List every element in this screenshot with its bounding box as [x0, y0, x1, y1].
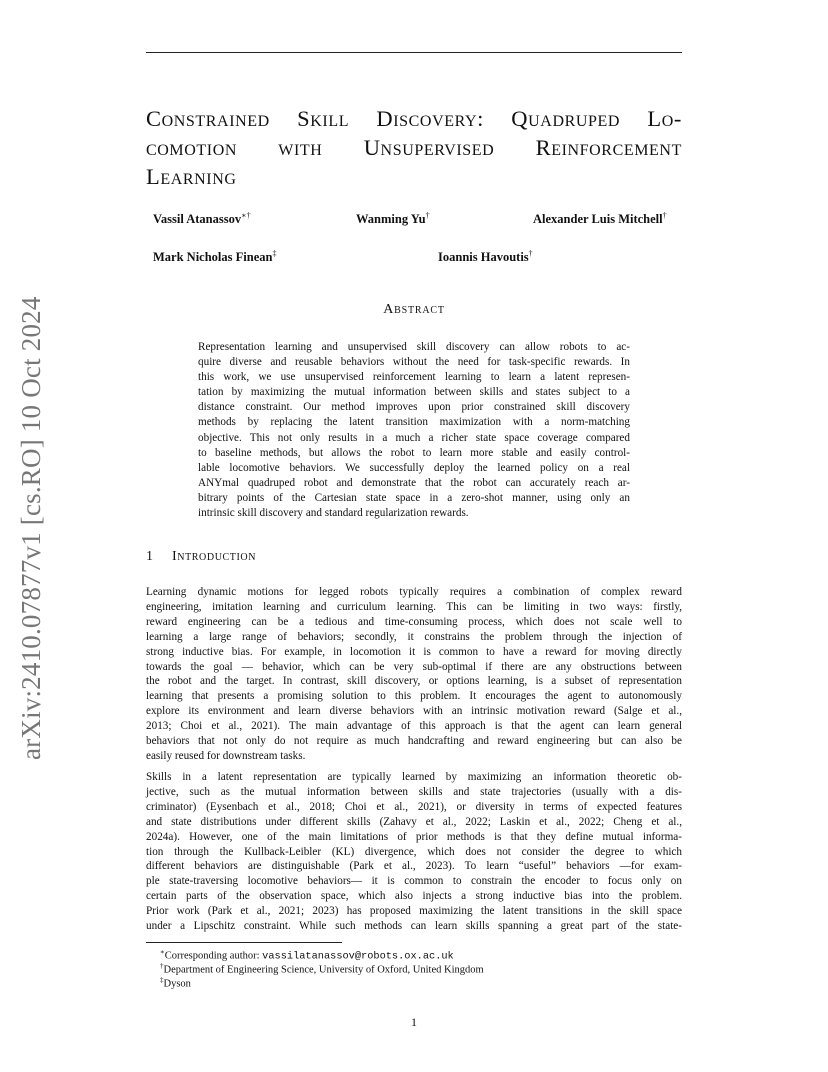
- body-line: the robot and the target. In contrast, skill discovery, or options learning, is a subset of representation: [146, 675, 682, 688]
- body-line: engineering, imitation learning and curriculum learning. This can be limiting in two ways: firstly,: [146, 600, 682, 613]
- title-word: Learning: [146, 164, 237, 189]
- abstract-line: methods by replacing the latent transition maximization with a norm-matching: [198, 416, 630, 429]
- title-word: with: [278, 135, 323, 160]
- footnote-email: vassilatanassov@robots.ox.ac.uk: [262, 950, 454, 963]
- body-line: strong inductive bias. For example, in locomotion it is common to have a reward for moving directly: [146, 645, 682, 658]
- body-line: and state distributions under different skills (Zahavy et al., 2022; Laskin et al., 2022; Cheng et al.,: [146, 815, 682, 828]
- body-line: Skills in a latent representation are typically learned by maximizing an information theoretic ob-: [146, 771, 682, 783]
- arxiv-stamp: arXiv:2410.07877v1 [cs.RO] 10 Oct 2024: [16, 296, 46, 760]
- author-name: Ioannis Havoutis: [438, 250, 529, 265]
- body-line: Learning dynamic motions for legged robots typically requires a combination of complex reward: [146, 586, 682, 598]
- author-mark: †: [662, 211, 667, 220]
- title-word: Skill: [297, 106, 350, 131]
- page-number: 1: [411, 1015, 417, 1029]
- author: [153, 211, 251, 227]
- abstract-line: quire diverse and reusable behaviors without the need for task-specific rewards. In: [198, 356, 630, 369]
- title-word: Quadruped: [511, 106, 621, 131]
- abstract-line: lable locomotive behaviors. We successfully deploy the learned policy on a real: [198, 461, 630, 474]
- author: [533, 211, 667, 227]
- body-line: easily reused for downstream tasks.: [146, 749, 306, 762]
- body-line: 2013; Choi et al., 2021). The main advantage of this approach is that the agent can learn general: [146, 720, 682, 733]
- abstract-heading: Abstract: [383, 302, 445, 317]
- body-line: under a Lipschitz constraint. While such methods can learn skills spanning a great part of the state-: [146, 920, 682, 933]
- footnote-text: Corresponding author:: [164, 950, 263, 962]
- title-word: Discovery:: [376, 106, 484, 131]
- footnote-mark: †: [160, 962, 164, 970]
- author-name: Alexander Luis Mitchell: [533, 212, 663, 227]
- abstract-line: intrinsic skill discovery and standard regularization rewards.: [198, 507, 469, 520]
- footnote-text: Dyson: [163, 978, 191, 990]
- footnote: [160, 976, 191, 990]
- intro-paragraph-1: [146, 585, 682, 764]
- abstract-line: Representation learning and unsupervised skill discovery can allow robots to ac-: [198, 341, 630, 353]
- footnote-mark: ‡: [160, 976, 164, 984]
- title-word: Constrained: [146, 106, 270, 131]
- section-number: 1: [146, 549, 154, 564]
- footnote-mark: ∗: [160, 948, 165, 956]
- intro-paragraph-2: [146, 770, 682, 934]
- title-word: comotion: [146, 135, 238, 160]
- body-line: 2024a). However, one of the main limitations of prior methods is that they define mutual informa-: [146, 830, 682, 843]
- title-word: Unsupervised: [363, 135, 495, 160]
- body-line: towards the goal — behavior, which can be very sub-optimal if there are any obstructions between: [146, 660, 682, 673]
- title-word: Reinforcement: [535, 135, 682, 160]
- abstract-line: to baseline methods, but allows the robot to learn more stable and easily control-: [198, 446, 630, 459]
- title-line-1: [146, 104, 682, 133]
- body-line: learning a large range of behaviors; secondly, it constrains the problem through the injection of: [146, 630, 682, 643]
- abstract-line: ANYmal quadruped robot and demonstrate that the robot can accurately reach ar-: [198, 476, 630, 489]
- author-mark: †: [528, 249, 533, 258]
- footnote: [160, 962, 484, 976]
- body-line: learning that presents a promising solution to this problem. It encourages the agent to autonomously: [146, 690, 682, 703]
- abstract-text: [198, 340, 630, 521]
- author: [356, 211, 430, 227]
- author-mark: ∗†: [241, 211, 251, 220]
- body-line: criminator) (Eysenbach et al., 2018; Choi et al., 2021), or diversity in terms of expected features: [146, 800, 682, 813]
- body-line: certain parts of the observation space, which also injects a strong inductive bias into the problem.: [146, 890, 682, 903]
- abstract-line: distance constraint. Our method improves upon prior constrained skill discovery: [198, 401, 630, 414]
- body-line: ple state-traversing locomotive behaviors— it is common to constrain the encoder to focus only on: [146, 875, 682, 888]
- author: [153, 249, 276, 265]
- section-heading: [146, 549, 256, 565]
- abstract-line: tation by maximizing the mutual information between skills and states subject to a: [198, 386, 630, 399]
- body-line: Prior work (Park et al., 2021; 2023) has proposed maximizing the latent transitions in the skill space: [146, 905, 682, 918]
- body-line: jective, such as the mutual information between skills and state trajectories (usually with a dis-: [146, 785, 682, 798]
- abstract-line: bitrary points of the Cartesian state space in a zero-shot manner, using only an: [198, 491, 630, 504]
- author-name: Vassil Atanassov: [153, 212, 242, 227]
- abstract-line: this work, we use unsupervised reinforcement learning to learn a latent represen-: [198, 371, 630, 384]
- footnote-text: Department of Engineering Science, University of Oxford, United Kingdom: [163, 964, 484, 976]
- body-line: behaviors that not only do not require as much handcrafting and reward engineering but can also be: [146, 735, 682, 748]
- abstract-line: objective. This not only results in a much a richer state space coverage compared: [198, 431, 630, 444]
- footnote-rule: [146, 942, 342, 943]
- author-name: Wanming Yu: [356, 212, 426, 227]
- author: [438, 249, 533, 265]
- paper-title: [146, 104, 682, 191]
- title-line-3: [146, 162, 682, 191]
- top-rule: [146, 52, 682, 53]
- author-mark: †: [425, 211, 430, 220]
- body-line: reward engineering can be a tedious and time-consuming process, which does not scale well to: [146, 615, 682, 628]
- author-name: Mark Nicholas Finean: [153, 250, 273, 265]
- title-line-2: [146, 133, 682, 162]
- body-line: different behaviors are distinguishable (Park et al., 2023). To learn “useful” behaviors —for exam-: [146, 860, 682, 873]
- author-mark: ‡: [272, 249, 277, 258]
- body-line: tion through the Kullback-Leibler (KL) divergence, which does not consider the degree to which: [146, 845, 682, 858]
- section-title: Introduction: [172, 549, 257, 564]
- footnote: [160, 948, 454, 963]
- body-line: explore its environment and learn diverse behaviors with an intrinsic motivation reward (Salge et al.,: [146, 705, 682, 718]
- title-word: Lo-: [647, 106, 682, 131]
